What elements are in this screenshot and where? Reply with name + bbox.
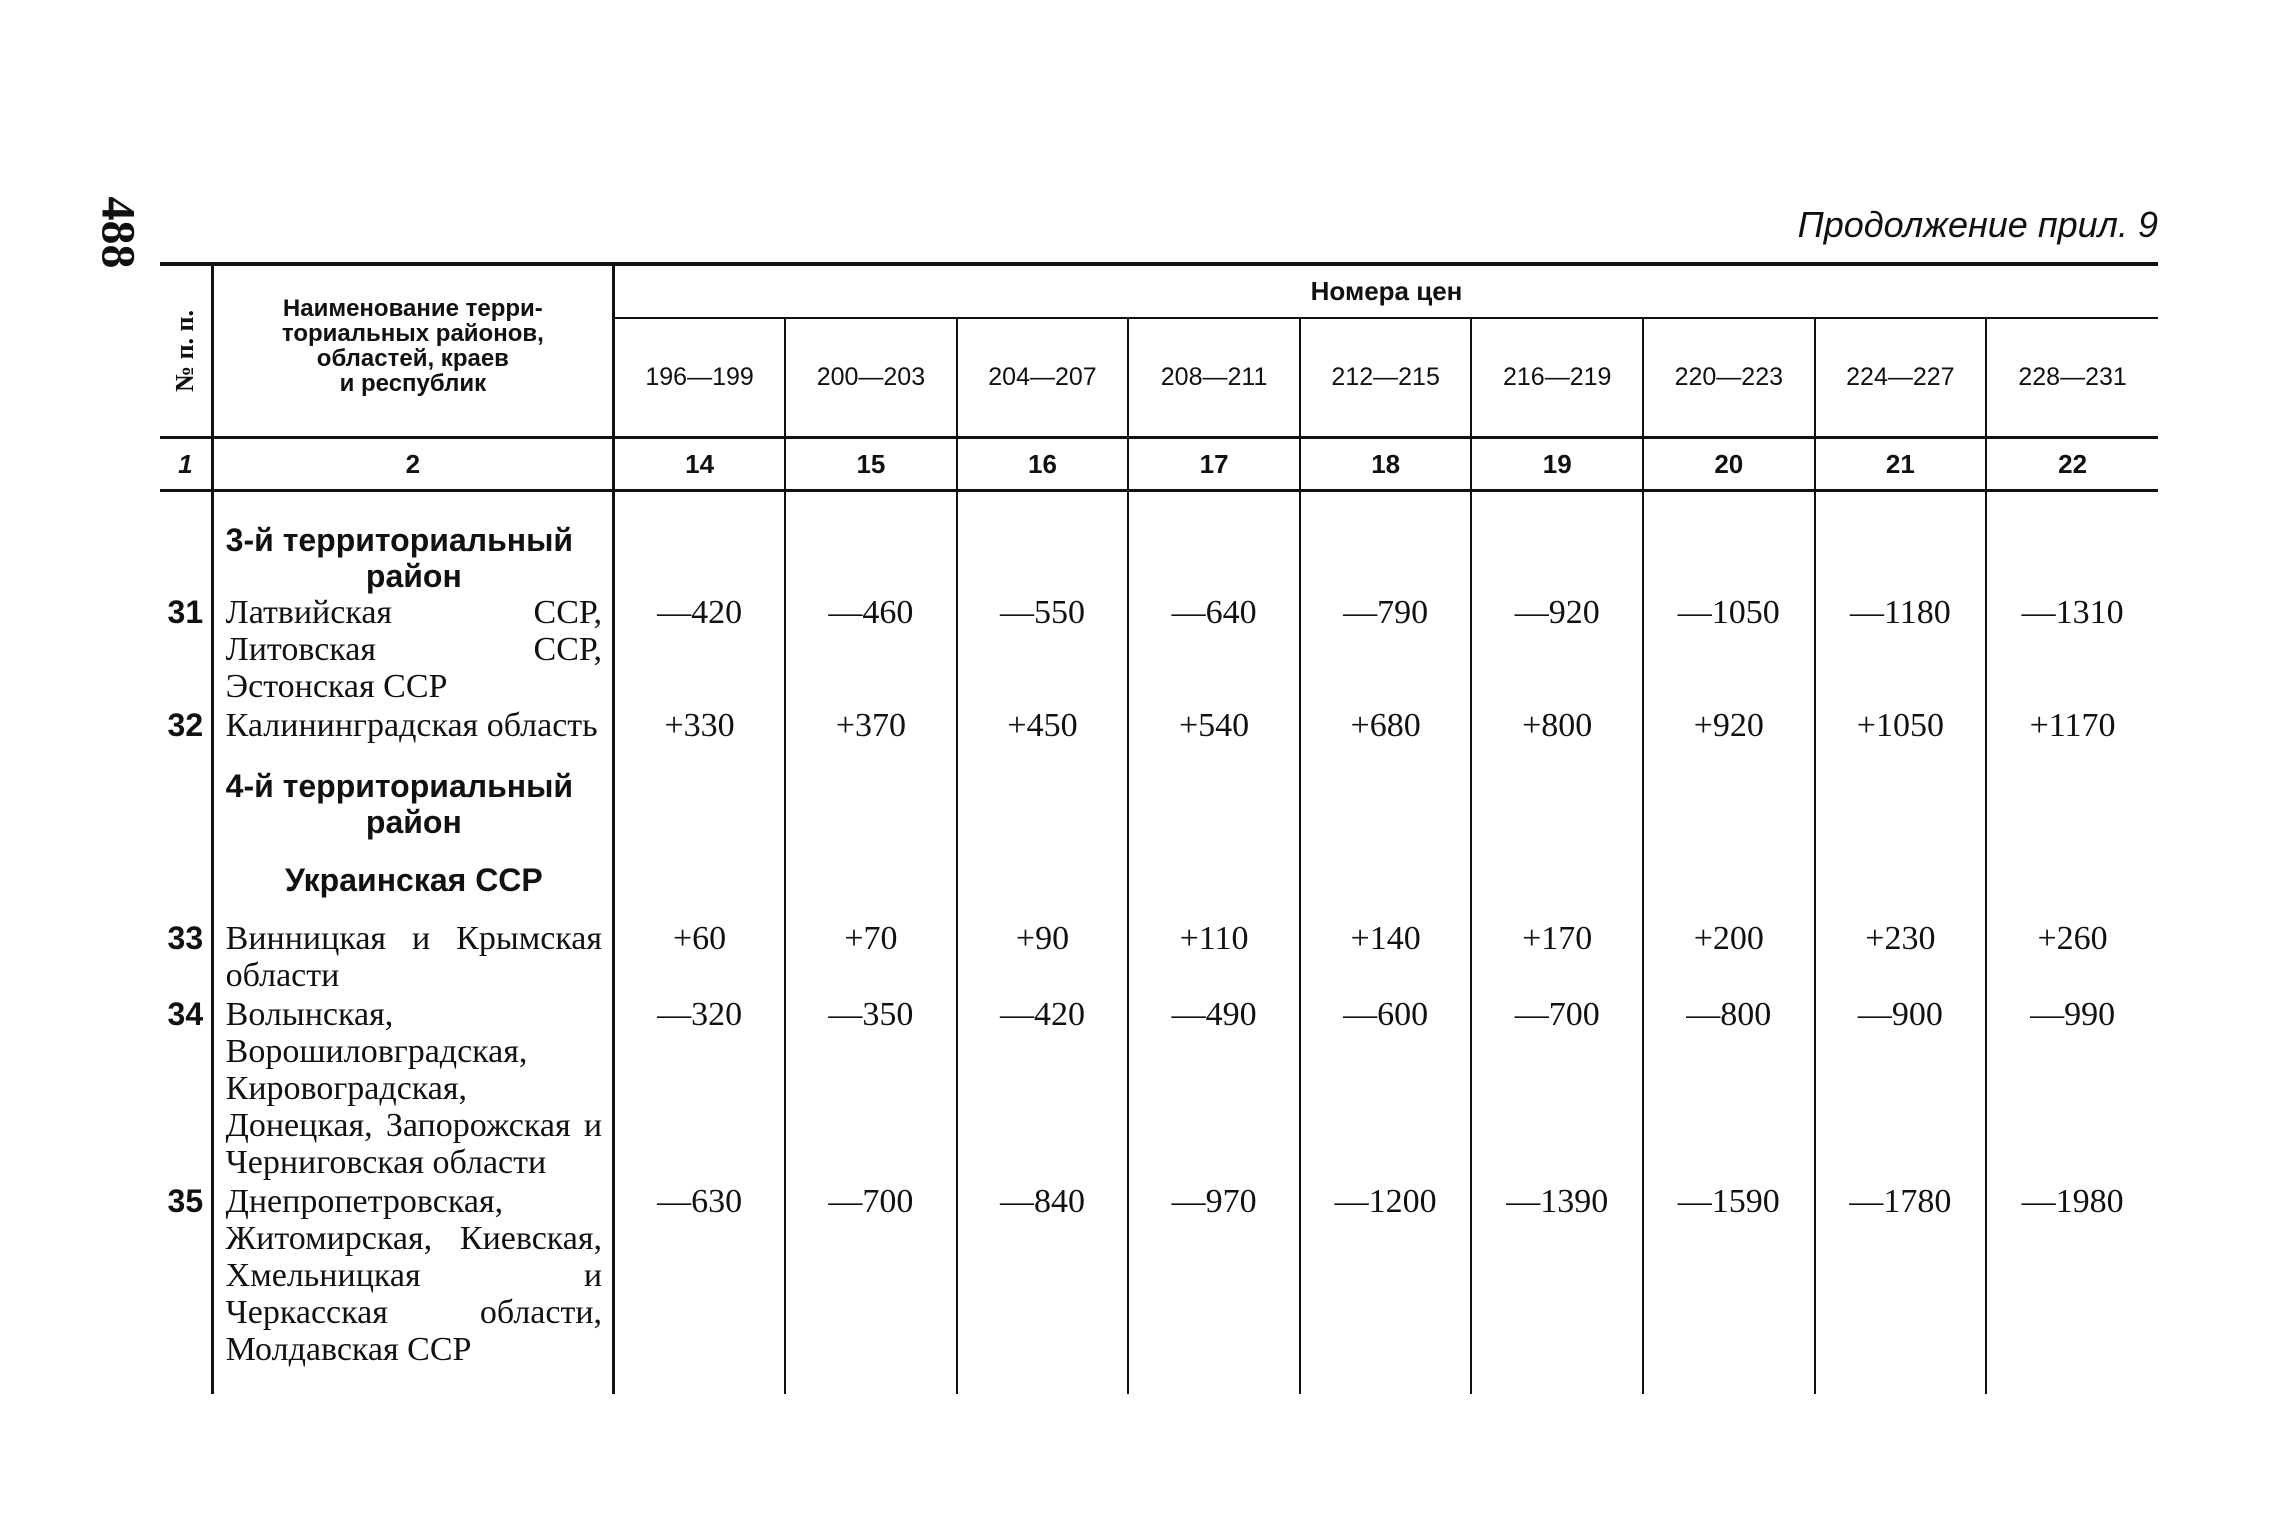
table-row bbox=[160, 1183, 2158, 1370]
column-number: 14 bbox=[614, 438, 786, 491]
price-value: +1050 bbox=[1815, 707, 1987, 746]
row-number: 34 bbox=[167, 996, 204, 1032]
region-name: Латвийская ССР, Литовская ССР, Эстонская ССР bbox=[212, 594, 613, 707]
price-value: —1180 bbox=[1815, 594, 1987, 707]
price-value: +1170 bbox=[2029, 707, 2116, 744]
price-value: +90 bbox=[957, 920, 1129, 996]
header-range: 216—219 bbox=[1471, 318, 1643, 438]
section-title: Украинская ССР bbox=[212, 862, 613, 898]
header-range: 224—227 bbox=[1815, 318, 1987, 438]
region-name: Волынская, Ворошиловградская, Кировоградская, Донецкая, Запорожская и Черниговская области bbox=[212, 996, 613, 1183]
header-range: 228—231 bbox=[2018, 362, 2127, 391]
section-title: 3-й территориальный bbox=[225, 522, 574, 558]
price-value: —800 bbox=[1643, 996, 1815, 1183]
header-num-col: № п. п. bbox=[160, 264, 212, 438]
price-value: —970 bbox=[1128, 1183, 1300, 1370]
price-value: +800 bbox=[1471, 707, 1643, 746]
price-value: +540 bbox=[1128, 707, 1300, 746]
row-number: 31 bbox=[167, 594, 204, 630]
section-title: район bbox=[365, 558, 462, 594]
column-number: 18 bbox=[1300, 438, 1472, 491]
price-value: +70 bbox=[785, 920, 957, 996]
section-heading bbox=[160, 862, 2158, 898]
region-name: Винницкая и Крымская области bbox=[212, 920, 613, 996]
price-value: —1050 bbox=[1643, 594, 1815, 707]
price-value: —420 bbox=[957, 996, 1129, 1183]
price-adjustment-table bbox=[160, 262, 2158, 1394]
row-number: 35 bbox=[167, 1183, 204, 1219]
column-number: 15 bbox=[785, 438, 957, 491]
header-range: 208—211 bbox=[1128, 318, 1300, 438]
price-value: —1980 bbox=[2021, 1183, 2124, 1220]
price-value: —840 bbox=[957, 1183, 1129, 1370]
column-number: 20 bbox=[1643, 438, 1815, 491]
price-value: —600 bbox=[1300, 996, 1472, 1183]
price-value: —920 bbox=[1471, 594, 1643, 707]
section-title: 4-й территориальный bbox=[225, 768, 574, 804]
price-value: —460 bbox=[785, 594, 957, 707]
table-row bbox=[160, 707, 2158, 746]
header-range: 204—207 bbox=[957, 318, 1129, 438]
price-value: +200 bbox=[1643, 920, 1815, 996]
column-number: 2 bbox=[212, 438, 613, 491]
column-number: 17 bbox=[1128, 438, 1300, 491]
price-value: —640 bbox=[1128, 594, 1300, 707]
price-value: +140 bbox=[1300, 920, 1472, 996]
header-name-col: Наименование терри- ториальных районов, областей, краев и республик bbox=[212, 264, 613, 438]
column-number: 1 bbox=[160, 438, 212, 491]
price-value: +170 bbox=[1471, 920, 1643, 996]
running-title: Продолжение прил. 9 bbox=[1797, 204, 2158, 245]
row-number: 32 bbox=[167, 707, 204, 743]
row-number: 33 bbox=[167, 920, 204, 956]
price-value: +110 bbox=[1128, 920, 1300, 996]
table-row bbox=[160, 996, 2158, 1183]
page-number: 488 bbox=[91, 196, 145, 269]
header-range: 220—223 bbox=[1643, 318, 1815, 438]
price-value: —1590 bbox=[1643, 1183, 1815, 1370]
price-value: +370 bbox=[785, 707, 957, 746]
price-value: +680 bbox=[1300, 707, 1472, 746]
price-value: —1200 bbox=[1300, 1183, 1472, 1370]
region-name: Калининградская область bbox=[212, 707, 613, 746]
price-value: —1780 bbox=[1815, 1183, 1987, 1370]
column-number: 22 bbox=[1986, 438, 2158, 491]
price-value: +60 bbox=[614, 920, 786, 996]
price-value: —490 bbox=[1128, 996, 1300, 1183]
price-value: —320 bbox=[614, 996, 786, 1183]
price-value: —700 bbox=[1471, 996, 1643, 1183]
price-value: —350 bbox=[785, 996, 957, 1183]
region-name: Днепропетровская, Житомирская, Киевская, Хмельницкая и Черкасская области, Молдавская ССР bbox=[212, 1183, 613, 1370]
price-value: —630 bbox=[614, 1183, 786, 1370]
header-range: 212—215 bbox=[1300, 318, 1472, 438]
column-number: 19 bbox=[1471, 438, 1643, 491]
price-value: —1390 bbox=[1471, 1183, 1643, 1370]
column-number: 16 bbox=[957, 438, 1129, 491]
price-value: —550 bbox=[957, 594, 1129, 707]
section-heading bbox=[160, 522, 2158, 594]
price-value: —790 bbox=[1300, 594, 1472, 707]
section-heading bbox=[160, 768, 2158, 840]
header-range: 200—203 bbox=[785, 318, 957, 438]
table-row bbox=[160, 920, 2158, 996]
price-value: +450 bbox=[957, 707, 1129, 746]
price-value: +230 bbox=[1815, 920, 1987, 996]
price-value: +330 bbox=[614, 707, 786, 746]
price-value: —700 bbox=[785, 1183, 957, 1370]
section-title: район bbox=[365, 804, 462, 840]
price-value: —1310 bbox=[2021, 594, 2124, 631]
price-value: —990 bbox=[2030, 996, 2116, 1033]
table-row bbox=[160, 594, 2158, 707]
header-range: 196—199 bbox=[614, 318, 786, 438]
price-value: +920 bbox=[1643, 707, 1815, 746]
price-value: —900 bbox=[1815, 996, 1987, 1183]
header-group-price-numbers: Номера цен bbox=[614, 264, 2158, 318]
price-value: —420 bbox=[614, 594, 786, 707]
column-number: 21 bbox=[1815, 438, 1987, 491]
price-value: +260 bbox=[2037, 920, 2108, 957]
